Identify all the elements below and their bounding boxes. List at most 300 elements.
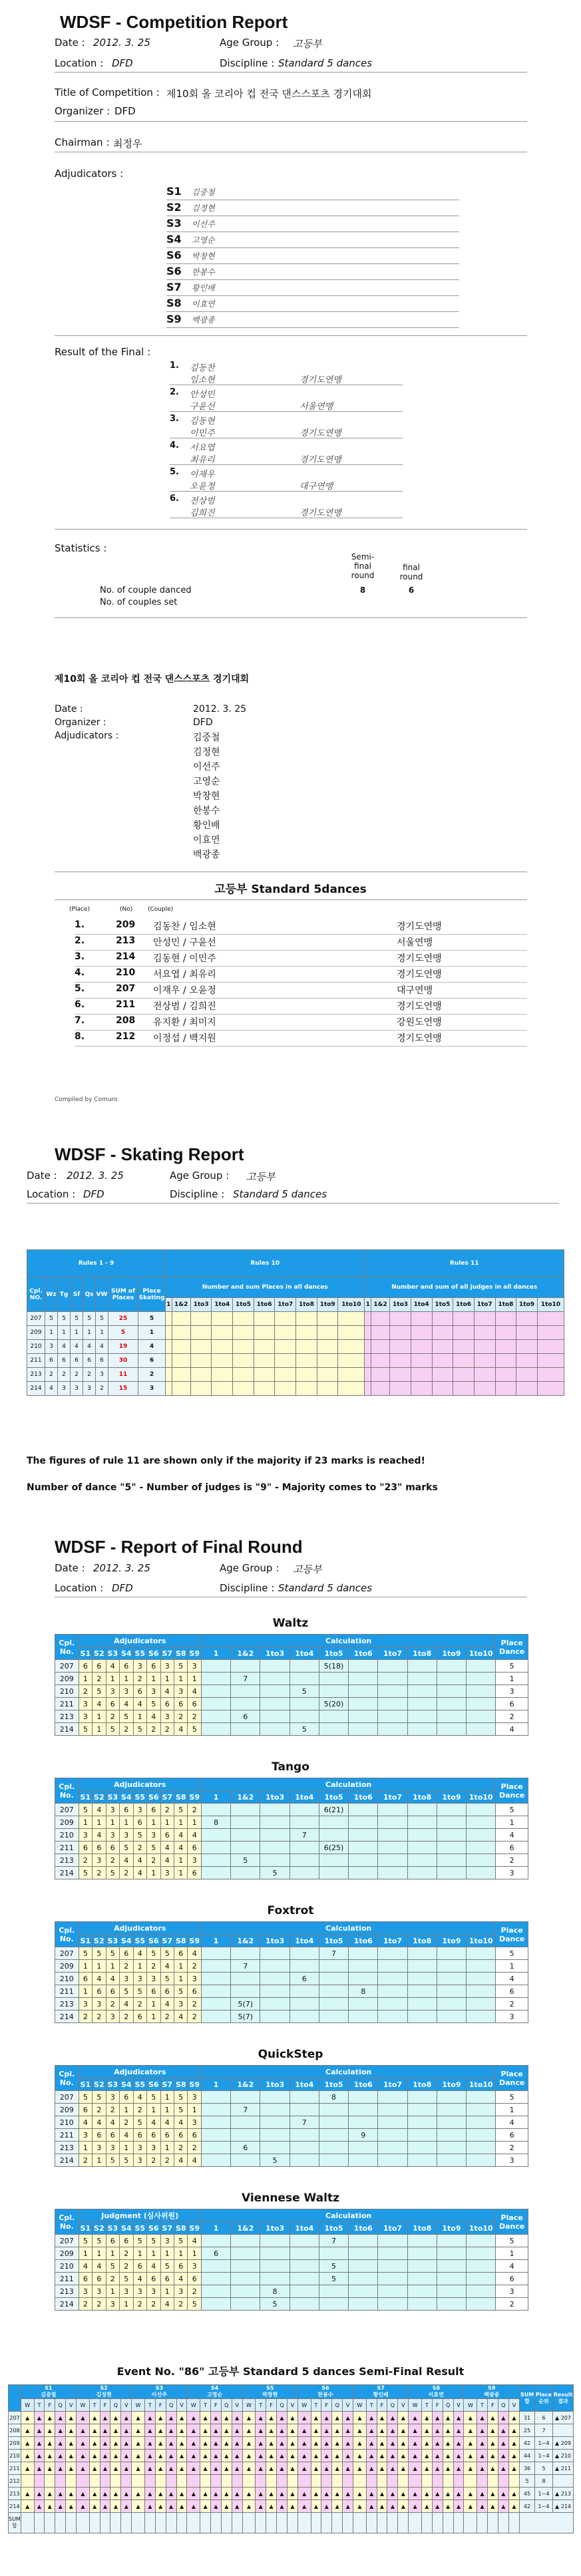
judge-header <box>132 2385 187 2399</box>
judge-mark: 6 <box>133 1816 146 1829</box>
mark-icon: ▲ <box>480 2503 484 2509</box>
discipline-value: Standard 5 dances <box>233 1188 327 1200</box>
mark-icon: ▲ <box>357 2452 362 2459</box>
judge-mark: 3 <box>188 1660 201 1673</box>
mark-cell <box>311 2412 321 2424</box>
sum-row-cell <box>55 2513 66 2533</box>
judge-mark: 4 <box>174 2116 187 2129</box>
mark-cell <box>453 2475 464 2488</box>
calc-cell <box>319 2298 348 2311</box>
rule-10-cell <box>317 1326 338 1340</box>
rule-10-cell <box>233 1354 254 1368</box>
location-label: Location : <box>55 57 104 69</box>
mark-icon: ▲ <box>136 2414 140 2421</box>
mark-icon: ▲ <box>179 2427 184 2434</box>
mark-icon: ▲ <box>357 2414 362 2421</box>
result-cell <box>553 2488 574 2500</box>
mark-icon: ▲ <box>446 2465 451 2472</box>
mark-icon: ▲ <box>113 2414 118 2421</box>
judge-mark: 3 <box>147 1973 160 1985</box>
mark-icon: ▲ <box>37 2452 42 2459</box>
judge-mark: 4 <box>188 1685 201 1698</box>
mark-icon: ▲ <box>224 2490 229 2497</box>
mark-icon: ▲ <box>136 2452 140 2459</box>
mark-cell <box>155 2488 166 2500</box>
calc-header: 1to5 <box>319 2222 348 2235</box>
judge-mark: 6 <box>106 2235 119 2247</box>
table-subheader <box>55 1647 528 1660</box>
mark-cell <box>276 2437 287 2450</box>
organizer-value: DFD <box>114 105 136 117</box>
calc-cell <box>231 1698 260 1710</box>
mark-icon: ▲ <box>148 2490 152 2497</box>
mark-cell <box>77 2437 90 2450</box>
skating-table <box>27 1249 564 1396</box>
sum-row-cell <box>353 2513 367 2533</box>
calc-cell <box>201 1660 230 1673</box>
couple-number: 210 <box>55 1973 79 1985</box>
dance-place: 5 <box>96 1312 108 1326</box>
final-round-header: final round <box>399 563 423 581</box>
judge-mark: 2 <box>174 2298 187 2311</box>
range-header: 1to3 <box>190 1298 212 1312</box>
place-dance: 1 <box>496 1673 528 1685</box>
sum-of-places: 30 <box>108 1354 138 1368</box>
mark-cell <box>353 2488 367 2500</box>
mark-icon: ▲ <box>512 2465 516 2472</box>
mark-cell <box>443 2488 453 2500</box>
mark-cell <box>311 2462 321 2475</box>
calc-cell <box>290 2235 319 2247</box>
calc-cell <box>260 1960 290 1973</box>
table-row <box>55 2247 528 2260</box>
mark-icon: ▲ <box>136 2490 140 2497</box>
mark-cell <box>487 2462 498 2475</box>
dance-letter: W <box>132 2399 145 2412</box>
calc-cell <box>260 2011 290 2023</box>
mark-cell <box>366 2475 377 2488</box>
mark-cell <box>66 2475 77 2488</box>
range-header: 1to8 <box>296 1298 317 1312</box>
judge-mark: 1 <box>93 1960 106 1973</box>
judge-mark: 2 <box>188 2285 201 2298</box>
judge-code: S9 <box>488 2385 496 2391</box>
mark-icon: ▲ <box>313 2440 319 2446</box>
mark-cell <box>332 2475 343 2488</box>
judge-mark: 1 <box>174 1854 187 1867</box>
mark-icon: ▲ <box>179 2465 184 2472</box>
rules-11-header: Rules 11 <box>365 1250 564 1277</box>
mark-cell <box>34 2437 45 2450</box>
mark-cell <box>366 2424 377 2437</box>
judge-mark: 4 <box>160 2116 174 2129</box>
dance-place: 4 <box>71 1340 83 1354</box>
dance-place: 1 <box>58 1326 71 1340</box>
mark-cell <box>477 2424 488 2437</box>
judge-mark: 5 <box>174 2235 187 2247</box>
calc-cell <box>378 1723 407 1736</box>
calc-cell <box>319 1816 348 1829</box>
calc-cell <box>407 1685 437 1698</box>
arrow-icon: ▲ <box>555 2490 561 2497</box>
calc-header: 1to4 <box>290 2222 319 2235</box>
calc-cell <box>407 2091 437 2104</box>
age-value: 고등부 <box>246 1171 276 1183</box>
judge-header: S2 <box>93 2078 106 2091</box>
calc-header: 1to4 <box>290 1647 319 1660</box>
mark-icon: ▲ <box>81 2427 85 2434</box>
mark-cell <box>353 2475 367 2488</box>
result-number: 207 <box>560 2414 571 2421</box>
rule-11-cell <box>365 1312 371 1326</box>
mark-icon: ▲ <box>390 2490 395 2497</box>
calc-cell <box>407 2011 437 2023</box>
judge-mark: 3 <box>147 2142 160 2154</box>
mark-icon: ▲ <box>25 2452 30 2459</box>
rule-11-cell <box>411 1312 432 1326</box>
calc-cell <box>201 1685 230 1698</box>
mark-cell <box>366 2462 377 2475</box>
judge-mark: 1 <box>174 1960 187 1973</box>
competition-report <box>0 0 581 1104</box>
table-row <box>55 1710 528 1723</box>
judge-mark: 3 <box>133 2154 146 2167</box>
rule-10-cell <box>172 1326 190 1340</box>
mark-cell <box>432 2450 443 2462</box>
dance-letter: V <box>66 2399 77 2412</box>
mark-icon: ▲ <box>390 2503 395 2509</box>
rule-11-cell <box>411 1340 432 1354</box>
judge-mark: 4 <box>93 1973 106 1985</box>
calc-cell: 6 <box>231 2142 260 2154</box>
judge-mark: 1 <box>133 1710 146 1723</box>
judge-mark: 2 <box>188 2142 201 2154</box>
calc-cell <box>437 1854 466 1867</box>
mark-icon: ▲ <box>93 2452 97 2459</box>
calc-cell: 7 <box>319 1947 348 1960</box>
mark-icon: ▲ <box>235 2452 240 2459</box>
judge-mark: 2 <box>174 1710 187 1723</box>
rule-10-cell <box>296 1312 317 1326</box>
rule-10-cell <box>254 1368 275 1382</box>
final-result-row: 1. 김동찬 임소현 경기도연맹 <box>170 359 403 385</box>
semi-final-result <box>0 2355 581 2576</box>
range-header: 1to9 <box>516 1298 538 1312</box>
judge-mark: 3 <box>133 1804 146 1816</box>
mark-cell <box>321 2488 332 2500</box>
mark-cell <box>77 2500 90 2513</box>
calc-cell <box>201 1973 230 1985</box>
rule-11-cell <box>432 1312 453 1326</box>
mark-cell <box>221 2412 232 2424</box>
mark-cell <box>155 2424 166 2437</box>
judge-mark: 1 <box>120 2298 133 2311</box>
couple-number: 211 <box>27 1354 45 1368</box>
mark-cell <box>187 2450 200 2462</box>
judge-mark: 6 <box>120 1660 133 1673</box>
judge-mark: 6 <box>188 2273 201 2285</box>
mark-cell <box>176 2412 187 2424</box>
dance-title: Viennese Waltz <box>242 2191 339 2205</box>
sum-row-cell <box>121 2513 132 2533</box>
cpl-no-header <box>9 2385 21 2412</box>
mark-cell <box>366 2412 377 2424</box>
judge-header: S6 <box>147 1647 160 1660</box>
mark-cell <box>132 2412 145 2424</box>
place-dance: 3 <box>496 2285 528 2298</box>
cpl-no-header: Cpl. NO. <box>27 1277 45 1312</box>
judge-mark: 1 <box>79 2247 92 2260</box>
dance-letter: T <box>200 2399 211 2412</box>
calc-cell <box>260 2091 290 2104</box>
calc-cell <box>378 2011 407 2023</box>
mark-icon: ▲ <box>81 2465 85 2472</box>
list-item: 6. 211 전상범 / 김희진 경기도연맹 <box>75 999 527 1015</box>
sum-row-cell <box>487 2513 498 2533</box>
judge-mark: 3 <box>160 1867 174 1879</box>
mark-cell <box>66 2424 77 2437</box>
mark-cell <box>387 2500 398 2513</box>
mark-icon: ▲ <box>324 2503 329 2509</box>
sum-row-cell <box>297 2513 311 2533</box>
rule-10-cell <box>172 1368 190 1382</box>
mark-cell <box>256 2412 266 2424</box>
location-value: DFD <box>112 1582 133 1594</box>
judge-mark: 3 <box>93 2285 106 2298</box>
rule-10-cell <box>275 1354 296 1368</box>
mark-cell <box>288 2500 298 2513</box>
mark-icon: ▲ <box>390 2452 395 2459</box>
mark-icon: ▲ <box>302 2440 307 2446</box>
arrow-icon: ▲ <box>555 2452 561 2459</box>
judge-header: S3 <box>106 1647 119 1660</box>
dance-place: 2 <box>96 1382 108 1396</box>
mark-cell <box>132 2500 145 2513</box>
mark-cell <box>387 2412 398 2424</box>
calc-cell <box>319 1829 348 1842</box>
judge-mark: 6 <box>160 2129 174 2142</box>
couple-number: 214 <box>55 2298 79 2311</box>
mark-icon: ▲ <box>468 2465 473 2472</box>
judge-name: 박창현 <box>262 2392 278 2398</box>
mark-cell <box>132 2437 145 2450</box>
sum-row-cell <box>464 2513 477 2533</box>
mark-cell <box>288 2450 298 2462</box>
calc-header: 1&2 <box>231 1647 260 1660</box>
judge-mark: 3 <box>147 1685 160 1698</box>
list-item: 4. 210 서요엽 / 최유리 경기도연맹 <box>75 967 527 983</box>
judge-mark: 3 <box>174 1998 187 2011</box>
judge-mark: 5 <box>120 1710 133 1723</box>
calc-cell <box>260 2235 290 2247</box>
mark-icon: ▲ <box>169 2427 174 2434</box>
mark-cell <box>409 2437 422 2450</box>
dance-letter: T <box>366 2399 377 2412</box>
calc-cell: 5 <box>260 2154 290 2167</box>
rule-10-cell <box>172 1340 190 1354</box>
calc-cell <box>290 2142 319 2154</box>
sum-row-cell <box>520 2513 574 2533</box>
calc-cell <box>407 1816 437 1829</box>
judge-mark: 3 <box>188 2116 201 2129</box>
calc-cell <box>467 2285 496 2298</box>
table-subheader <box>55 2222 528 2235</box>
calc-cell <box>378 1998 407 2011</box>
judge-mark: 2 <box>120 2116 133 2129</box>
rule-11-cell <box>474 1382 495 1396</box>
dance-letter: V <box>508 2399 519 2412</box>
mark-cell <box>45 2412 55 2424</box>
calc-cell <box>349 1973 378 1985</box>
mark-cell <box>66 2488 77 2500</box>
calc-cell <box>378 2142 407 2154</box>
calc-cell <box>437 1947 466 1960</box>
calc-header: 1to7 <box>378 1791 407 1804</box>
mark-cell <box>232 2462 242 2475</box>
mark-cell <box>409 2500 422 2513</box>
judge-mark: 3 <box>106 1685 119 1698</box>
sum-cell: 42 <box>520 2437 535 2450</box>
mark-cell <box>210 2450 221 2462</box>
date-value: 2012. 3. 25 <box>93 1562 150 1574</box>
judge-header: S1 <box>79 2078 92 2091</box>
discipline-label: Discipline : <box>170 1188 225 1200</box>
mark-cell <box>256 2450 266 2462</box>
mark-icon: ▲ <box>468 2503 473 2509</box>
mark-icon: ▲ <box>401 2440 405 2446</box>
adjudicator-row: S7 황인배 <box>166 279 459 296</box>
table-row <box>55 1804 528 1816</box>
mark-cell <box>210 2500 221 2513</box>
mark-cell <box>89 2475 100 2488</box>
calc-cell <box>260 1673 290 1685</box>
age-value: 고등부 <box>293 38 322 50</box>
rule-11-cell <box>390 1382 411 1396</box>
adjudicators-header: Adjudicators <box>79 1922 201 1935</box>
mark-icon: ▲ <box>113 2503 118 2509</box>
mark-cell <box>34 2488 45 2500</box>
mark-icon: ▲ <box>37 2414 42 2421</box>
adjudicator-name: 김중철 <box>193 732 220 743</box>
mark-cell <box>100 2488 110 2500</box>
dance-place: 6 <box>71 1354 83 1368</box>
calc-cell <box>290 1804 319 1816</box>
mark-icon: ▲ <box>324 2465 329 2472</box>
place-cell: 8 <box>535 2475 553 2488</box>
judge-mark: 1 <box>188 2104 201 2116</box>
judge-mark: 3 <box>133 1973 146 1985</box>
mark-icon: ▲ <box>224 2427 229 2434</box>
mark-icon: ▲ <box>179 2503 184 2509</box>
mark-icon: ▲ <box>369 2414 374 2421</box>
calc-cell <box>467 1998 496 2011</box>
judge-header: S5 <box>133 1935 146 1947</box>
sum-row-cell <box>421 2513 432 2533</box>
mark-icon: ▲ <box>191 2452 196 2459</box>
calc-cell <box>467 2298 496 2311</box>
judge-mark: 4 <box>188 1947 201 1960</box>
mark-cell <box>100 2424 110 2437</box>
mark-icon: ▲ <box>446 2503 451 2509</box>
judge-mark: 6 <box>93 1660 106 1673</box>
mark-cell <box>132 2424 145 2437</box>
mark-icon: ▲ <box>25 2427 30 2434</box>
calc-cell <box>349 1804 378 1816</box>
calc-header: 1to10 <box>467 2222 496 2235</box>
mark-icon: ▲ <box>258 2490 263 2497</box>
mark-cell <box>297 2437 311 2450</box>
mark-icon: ▲ <box>58 2452 63 2459</box>
dance-header: Wz <box>45 1277 58 1312</box>
sum-of-places: 25 <box>108 1312 138 1326</box>
dance-place: 3 <box>58 1382 71 1396</box>
calc-cell <box>231 1842 260 1854</box>
table-row <box>55 1685 528 1698</box>
mark-cell <box>221 2462 232 2475</box>
mark-cell <box>100 2475 110 2488</box>
mark-cell <box>432 2500 443 2513</box>
calc-cell <box>260 1947 290 1960</box>
judge-mark: 1 <box>106 1816 119 1829</box>
calc-cell <box>349 1685 378 1698</box>
mark-icon: ▲ <box>379 2465 385 2472</box>
calc-cell <box>437 2285 466 2298</box>
mark-cell <box>187 2424 200 2437</box>
judge-mark: 5 <box>160 2260 174 2273</box>
calc-cell <box>378 2235 407 2247</box>
mark-icon: ▲ <box>148 2440 152 2446</box>
judge-mark: 6 <box>188 1985 201 1998</box>
judge-mark: 5 <box>147 1698 160 1710</box>
judge-mark: 5 <box>120 1985 133 1998</box>
dance-place: 2 <box>58 1368 71 1382</box>
mark-icon: ▲ <box>435 2465 440 2472</box>
skating-table-body <box>27 1312 564 1396</box>
mark-cell <box>221 2424 232 2437</box>
rule-10-cell <box>317 1312 338 1326</box>
table-row <box>55 1960 528 1973</box>
range-header: 1to3 <box>390 1298 411 1312</box>
judge-name: 이선주 <box>151 2392 167 2398</box>
mark-cell <box>297 2500 311 2513</box>
sum-row-cell <box>432 2513 443 2533</box>
mark-icon: ▲ <box>158 2503 163 2509</box>
mark-icon: ▲ <box>81 2452 85 2459</box>
mark-cell <box>242 2488 256 2500</box>
calc-cell <box>378 1673 407 1685</box>
calc-cell <box>467 1867 496 1879</box>
mark-icon: ▲ <box>25 2490 30 2497</box>
calc-cell <box>201 2298 230 2311</box>
mark-icon: ▲ <box>490 2414 495 2421</box>
calc-cell <box>437 1960 466 1973</box>
rule-11-cell <box>390 1326 411 1340</box>
judge-mark: 1 <box>147 1816 160 1829</box>
judge-mark: 4 <box>174 1723 187 1736</box>
mark-icon: ▲ <box>345 2414 350 2421</box>
judge-header <box>353 2385 409 2399</box>
judge-mark: 6 <box>120 2091 133 2104</box>
judge-header: S1 <box>79 1647 92 1660</box>
table-row <box>55 1854 528 1867</box>
calc-cell <box>290 1698 319 1710</box>
mark-cell <box>377 2475 387 2488</box>
mark-cell <box>377 2437 387 2450</box>
mark-icon: ▲ <box>401 2414 405 2421</box>
table-header <box>55 2209 528 2222</box>
judge-header: S1 <box>79 2222 92 2235</box>
judge-code: S1 <box>45 2385 53 2391</box>
